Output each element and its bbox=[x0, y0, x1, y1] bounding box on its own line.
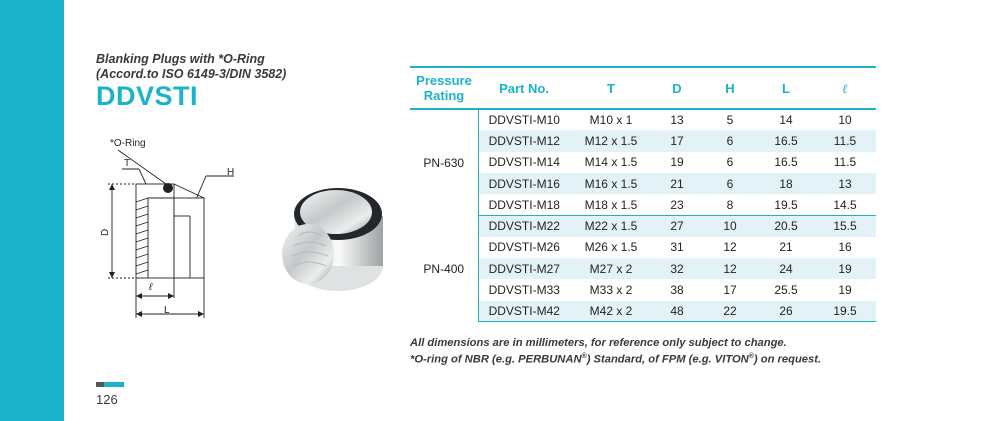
table-row bbox=[410, 215, 876, 236]
d-cell: 31 bbox=[670, 240, 684, 255]
table-row bbox=[410, 194, 876, 215]
l-cell: 26 bbox=[758, 301, 814, 322]
footnote-oring-part-a: *O-ring of NBR (e.g. PERBUNAN bbox=[410, 353, 582, 366]
t-cell: M33 x 2 bbox=[589, 283, 633, 298]
footnote-oring bbox=[410, 350, 821, 367]
t-cell: M22 x 1.5 bbox=[570, 215, 652, 236]
page-number: 126 bbox=[96, 392, 118, 407]
t-label: T bbox=[124, 158, 131, 169]
table-row bbox=[410, 279, 876, 300]
l-label: L bbox=[164, 305, 170, 316]
h-cell: 6 bbox=[702, 130, 758, 151]
d-cell: 17 bbox=[652, 130, 702, 151]
page-marker-cyan bbox=[104, 382, 124, 387]
h-cell: 12 bbox=[702, 258, 758, 279]
product-title: DDVSTI bbox=[96, 81, 199, 111]
spec-table bbox=[410, 66, 876, 322]
header-part-no: Part No. bbox=[478, 67, 570, 109]
l-cell: 16.5 bbox=[758, 130, 814, 151]
d-cell: 38 bbox=[670, 283, 684, 298]
page-marker bbox=[96, 382, 124, 387]
l-cell: 24 bbox=[758, 258, 814, 279]
header-d: D bbox=[652, 67, 702, 109]
header-t: T bbox=[570, 67, 652, 109]
d-cell: 48 bbox=[652, 301, 702, 322]
t-cell: M10 x 1 bbox=[589, 113, 633, 128]
l-small-cell: 11.5 bbox=[833, 155, 857, 170]
l-small-cell: 13 bbox=[814, 173, 876, 194]
technical-drawing bbox=[94, 126, 254, 326]
footnotes bbox=[410, 336, 821, 367]
product-photo bbox=[270, 166, 400, 306]
part-no-cell: DDVSTI-M42 bbox=[478, 301, 570, 322]
l-cell: 18 bbox=[758, 173, 814, 194]
table-row bbox=[410, 301, 876, 322]
part-no-cell: DDVSTI-M14 bbox=[488, 155, 560, 170]
footnote-dimensions: All dimensions are in millimeters, for reference only subject to change. bbox=[410, 337, 787, 349]
d-cell: 13 bbox=[670, 113, 684, 128]
h-cell: 12 bbox=[723, 240, 737, 255]
t-cell: M18 x 1.5 bbox=[570, 194, 652, 215]
d-cell: 19 bbox=[670, 155, 684, 170]
d-cell: 23 bbox=[652, 194, 702, 215]
part-no-cell: DDVSTI-M12 bbox=[478, 130, 570, 151]
footnote-oring-part-c: ) on request. bbox=[753, 353, 822, 366]
part-no-cell: DDVSTI-M33 bbox=[488, 283, 560, 298]
t-cell: M27 x 2 bbox=[570, 258, 652, 279]
rating-cell: PN-630 bbox=[410, 109, 478, 215]
t-cell: M42 x 2 bbox=[570, 301, 652, 322]
rating-cell: PN-400 bbox=[410, 215, 478, 321]
table-row bbox=[410, 152, 876, 173]
h-label: H bbox=[227, 167, 235, 178]
h-cell: 6 bbox=[702, 173, 758, 194]
l-small-cell: 16 bbox=[838, 240, 852, 255]
footnote-oring-part-b: ) Standard, of FPM (e.g. VITON bbox=[586, 353, 749, 366]
registered-mark: ® bbox=[581, 353, 587, 360]
part-no-cell: DDVSTI-M27 bbox=[478, 258, 570, 279]
l-small-label: ℓ bbox=[149, 282, 153, 293]
part-no-cell: DDVSTI-M26 bbox=[488, 240, 560, 255]
t-cell: M16 x 1.5 bbox=[570, 173, 652, 194]
oring-label: *O-Ring bbox=[110, 138, 146, 149]
d-cell: 32 bbox=[652, 258, 702, 279]
l-small-cell: 15.5 bbox=[814, 215, 876, 236]
l-small-cell: 10 bbox=[838, 113, 852, 128]
d-cell: 27 bbox=[652, 215, 702, 236]
table-row bbox=[410, 258, 876, 279]
subtitle-line-2: (Accord.to ISO 6149-3/DIN 3582) bbox=[96, 67, 287, 81]
t-cell: M12 x 1.5 bbox=[570, 130, 652, 151]
table-row bbox=[410, 173, 876, 194]
product-subtitle bbox=[96, 52, 396, 82]
l-cell: 20.5 bbox=[758, 215, 814, 236]
l-small-cell: 14.5 bbox=[814, 194, 876, 215]
d-label: D bbox=[100, 228, 111, 236]
l-cell: 25.5 bbox=[774, 283, 798, 298]
part-no-cell: DDVSTI-M18 bbox=[478, 194, 570, 215]
subtitle-line-1: Blanking Plugs with *O-Ring bbox=[96, 52, 265, 66]
part-no-cell: DDVSTI-M22 bbox=[478, 215, 570, 236]
h-cell: 6 bbox=[726, 155, 734, 170]
table-row bbox=[410, 109, 876, 130]
header-pressure-rating: Pressure Rating bbox=[410, 67, 478, 109]
h-cell: 8 bbox=[702, 194, 758, 215]
side-accent-bar bbox=[0, 0, 64, 421]
l-cell: 14 bbox=[779, 113, 793, 128]
l-small-cell: 19 bbox=[814, 258, 876, 279]
t-cell: M26 x 1.5 bbox=[584, 240, 638, 255]
h-cell: 5 bbox=[726, 113, 734, 128]
table-header-row bbox=[410, 67, 876, 109]
l-cell: 21 bbox=[779, 240, 793, 255]
oring-symbol bbox=[163, 183, 173, 193]
l-cell: 16.5 bbox=[774, 155, 798, 170]
h-cell: 17 bbox=[723, 283, 737, 298]
header-l: L bbox=[758, 67, 814, 109]
l-cell: 19.5 bbox=[758, 194, 814, 215]
header-h: H bbox=[702, 67, 758, 109]
part-no-cell: DDVSTI-M10 bbox=[488, 113, 560, 128]
part-no-cell: DDVSTI-M16 bbox=[478, 173, 570, 194]
t-cell: M14 x 1.5 bbox=[584, 155, 638, 170]
l-small-cell: 19.5 bbox=[814, 301, 876, 322]
h-cell: 22 bbox=[702, 301, 758, 322]
d-cell: 21 bbox=[652, 173, 702, 194]
l-small-cell: 11.5 bbox=[814, 130, 876, 151]
h-cell: 10 bbox=[702, 215, 758, 236]
header-l-small: ℓ bbox=[814, 67, 876, 109]
table-row bbox=[410, 130, 876, 151]
l-small-cell: 19 bbox=[838, 283, 852, 298]
registered-mark: ® bbox=[748, 353, 754, 360]
page-marker-dark bbox=[96, 382, 104, 387]
table-row bbox=[410, 237, 876, 258]
